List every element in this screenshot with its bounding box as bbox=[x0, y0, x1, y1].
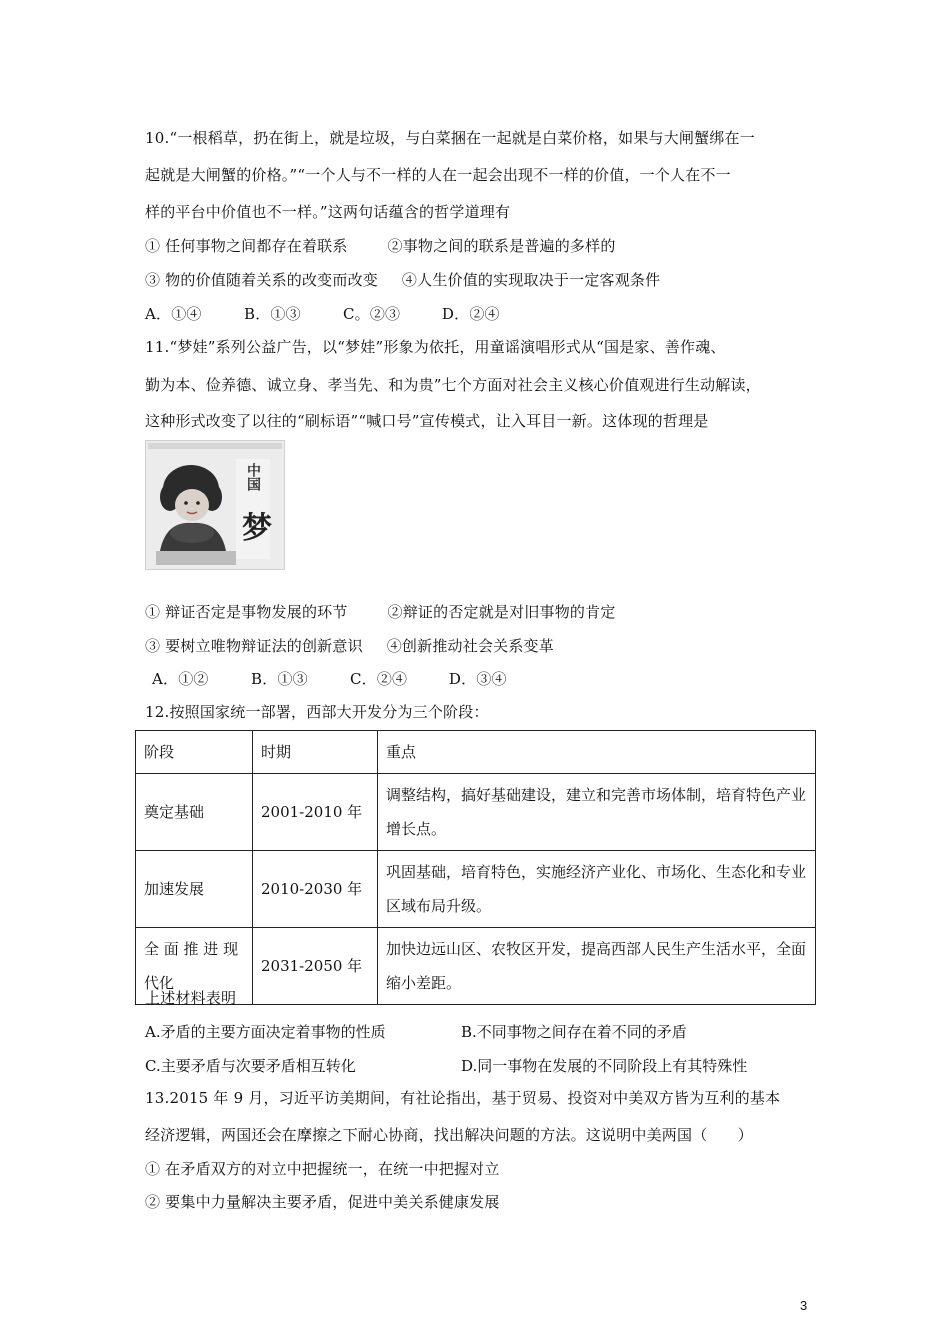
page-number: 3 bbox=[800, 1298, 808, 1313]
q11-stem-line-3: 这种形式改变了以往的“刷标语”“喊口号”宣传模式，让入耳目一新。这体现的哲理是 bbox=[145, 412, 709, 430]
q11-stem-line-2: 勤为本、俭养德、诚立身、孝当先、和为贵”七个方面对社会主义核心价值观进行生动解读， bbox=[145, 376, 761, 394]
q10-statements-row-2 bbox=[145, 270, 660, 290]
table-header-period: 时期 bbox=[253, 731, 378, 774]
table-header-stage: 阶段 bbox=[136, 731, 253, 774]
q11-option-d[interactable]: D．③④ bbox=[448, 670, 507, 688]
q12-intro: 12.按照国家统一部署，西部大开发分为三个阶段： bbox=[145, 703, 489, 721]
q11-stem-line-1: 11.“梦娃”系列公益广告，以“梦娃”形象为依托，用童谣演唱形式从“国是家、善作魂、 bbox=[145, 338, 726, 356]
q10-options bbox=[145, 304, 500, 324]
q10-stem-line-1: 10.“一根稻草，扔在街上，就是垃圾，与白菜捆在一起就是白菜价格，如果与大闸蟹绑在一 bbox=[145, 129, 755, 147]
q12-option-d[interactable]: D.同一事物在发展的不同阶段上有其特殊性 bbox=[461, 1057, 748, 1075]
q11-options bbox=[152, 669, 507, 689]
table-cell-period: 2031-2050 年 bbox=[253, 928, 378, 1005]
q10-stem-line-2: 起就是大闸蟹的价格。”“一个人与不一样的人在一起会出现不一样的价值，一个人在不一 bbox=[145, 166, 731, 184]
q11-statement-1: ① 辩证否定是事物发展的环节 bbox=[145, 603, 348, 621]
q11-statement-4: ④创新推动社会关系变革 bbox=[386, 637, 554, 655]
q10-statement-4: ④人生价值的实现取决于一定客观条件 bbox=[401, 271, 661, 289]
q11-statements-row-1 bbox=[145, 602, 616, 622]
q10-statements-row-1 bbox=[145, 236, 616, 256]
table-cell-stage: 全 面 推 进 现代化 bbox=[136, 928, 253, 1005]
q13-stem-line-1: 13.2015 年 9 月，习近平访美期间，有社论指出，基于贸易、投资对中美双方皆为互利的基本 bbox=[145, 1089, 781, 1107]
q10-statement-3: ③ 物的价值随着关系的改变而改变 bbox=[145, 271, 378, 289]
q10-statement-1: ① 任何事物之间都存在着联系 bbox=[145, 237, 348, 255]
poster-title-text: 中国 bbox=[245, 463, 261, 491]
q11-option-b[interactable]: B．①③ bbox=[250, 670, 308, 688]
q13-statement-1: ① 在矛盾双方的对立中把握统一，在统一中把握对立 bbox=[145, 1160, 500, 1178]
q10-stem-line-3: 样的平台中价值也不一样。”这两句话蕴含的哲学道理有 bbox=[145, 203, 511, 221]
q10-option-c[interactable]: C。②③ bbox=[342, 305, 401, 323]
table-row bbox=[136, 774, 816, 851]
q12-after-table: 上述材料表明 bbox=[145, 989, 237, 1007]
poster-dream-character: 梦 bbox=[242, 511, 272, 546]
q12-option-b[interactable]: B.不同事物之间存在着不同的矛盾 bbox=[461, 1023, 687, 1041]
table-cell-focus: 加快边远山区、农牧区开发，提高西部人民生产生活水平，全面缩小差距。 bbox=[378, 928, 816, 1005]
table-cell-period: 2010-2030 年 bbox=[253, 851, 378, 928]
table-cell-focus: 调整结构，搞好基础建设，建立和完善市场体制，培育特色产业增长点。 bbox=[378, 774, 816, 851]
table-row bbox=[136, 851, 816, 928]
table-cell-period: 2001-2010 年 bbox=[253, 774, 378, 851]
q12-option-a[interactable]: A.矛盾的主要方面决定着事物的性质 bbox=[145, 1023, 386, 1041]
q13-statement-2: ② 要集中力量解决主要矛盾，促进中美关系健康发展 bbox=[145, 1193, 500, 1211]
q10-option-d[interactable]: D．②④ bbox=[441, 305, 500, 323]
q11-option-a[interactable]: A．①② bbox=[152, 670, 209, 688]
q11-option-c[interactable]: C．②④ bbox=[349, 670, 408, 688]
western-development-stages-table bbox=[135, 730, 816, 1005]
table-row bbox=[136, 928, 816, 1005]
q10-option-a[interactable]: A．①④ bbox=[145, 305, 202, 323]
q11-statement-3: ③ 要树立唯物辩证法的创新意识 bbox=[145, 637, 363, 655]
q13-stem-line-2: 经济逻辑，两国还会在摩擦之下耐心协商，找出解决问题的方法。这说明中美两国（ ） bbox=[145, 1126, 754, 1144]
q10-statement-2: ②事物之间的联系是普遍的多样的 bbox=[387, 237, 616, 255]
table-header-row bbox=[136, 731, 816, 774]
table-header-focus: 重点 bbox=[378, 731, 816, 774]
q10-option-b[interactable]: B．①③ bbox=[243, 305, 301, 323]
table-cell-stage: 加速发展 bbox=[136, 851, 253, 928]
q12-option-c[interactable]: C.主要矛盾与次要矛盾相互转化 bbox=[145, 1057, 356, 1075]
q11-statement-2: ②辩证的否定就是对旧事物的肯定 bbox=[387, 603, 616, 621]
table-cell-focus: 巩固基础，培育特色，实施经济产业化、市场化、生态化和专业区域布局升级。 bbox=[378, 851, 816, 928]
mengwa-poster-image bbox=[145, 440, 285, 570]
table-cell-stage: 奠定基础 bbox=[136, 774, 253, 851]
q11-statements-row-2 bbox=[145, 636, 554, 656]
